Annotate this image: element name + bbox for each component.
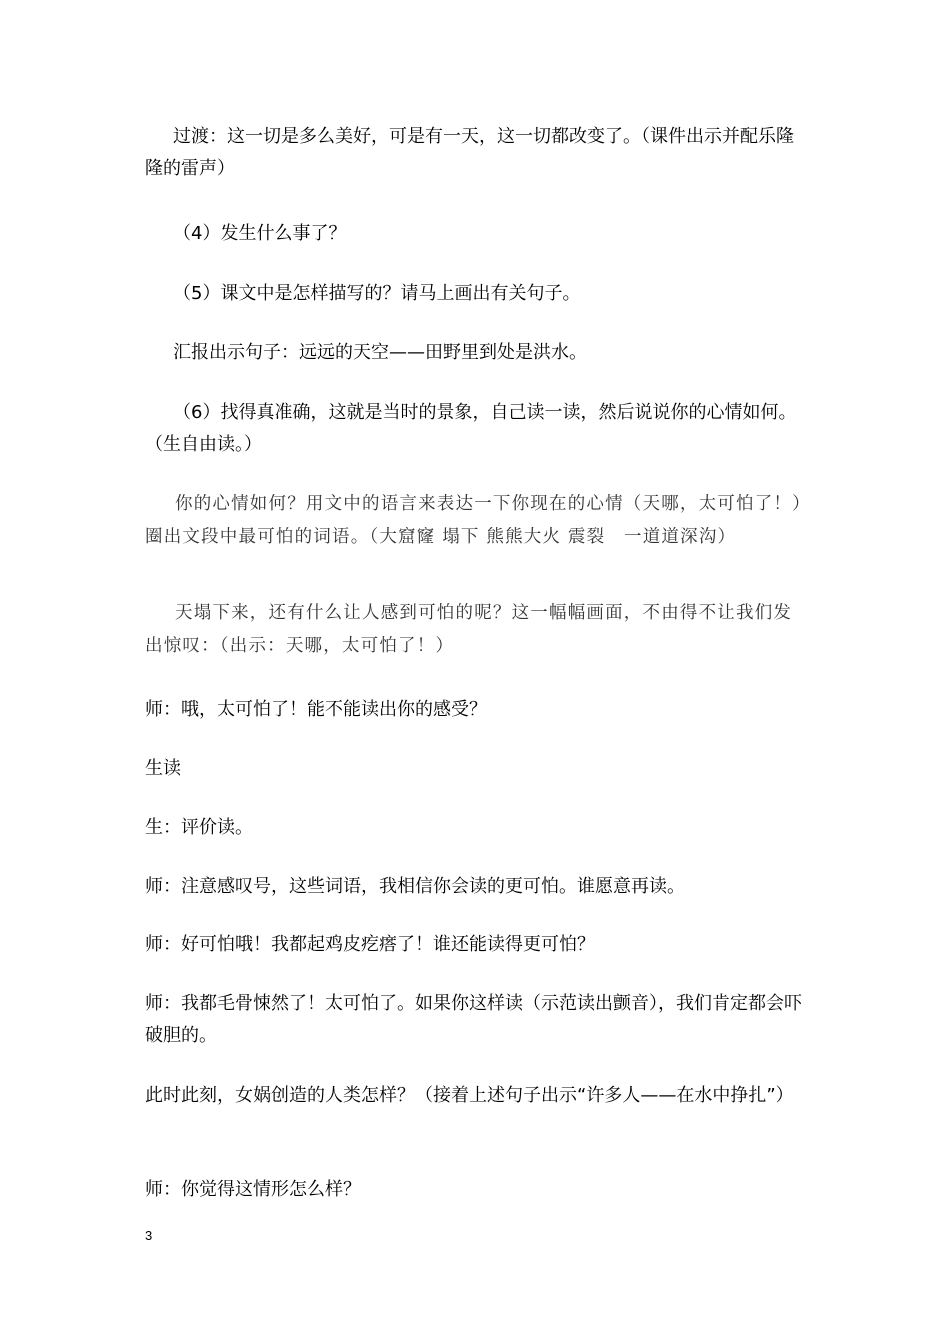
paragraph-teacher-3: 师：好可怕哦！我都起鸡皮疙瘩了！谁还能读得更可怕？ — [145, 934, 595, 955]
paragraph-question-4: （4）发生什么事了？ — [173, 223, 347, 244]
paragraph-question-6: （6）找得真准确，这就是当时的景象，自己读一读，然后说说你的心情如何。（生自由读。） — [145, 402, 797, 455]
paragraph-sky-falls: 天塌下来，还有什么让人感到可怕的呢？这一幅幅画面，不由得不让我们发出惊叹：（出示：天哪，太可怕了！） — [145, 603, 793, 656]
paragraph-humans: 此时此刻，女娲创造的人类怎样？（接着上述句子出示“许多人——在水中挣扎”） — [145, 1085, 794, 1106]
paragraph-teacher-1: 师：哦，太可怕了！能不能读出你的感受？ — [145, 699, 487, 720]
paragraph-feeling: 你的心情如何？用文中的语言来表达一下你现在的心情（天哪，太可怕了！）圈出文段中最可怕的词语。（大窟窿 塌下 熊熊大火 震裂 一道道深沟） — [145, 494, 803, 547]
paragraph-teacher-2: 师：注意感叹号，这些词语，我相信你会读的更可怕。谁愿意再读。 — [145, 876, 685, 897]
page-number: 3 — [145, 1228, 153, 1243]
paragraph-transition: 过渡：这一切是多么美好，可是有一天，这一切都改变了。（课件出示并配乐隆隆的雷声） — [145, 126, 794, 179]
paragraph-report: 汇报出示句子：远远的天空——田野里到处是洪水。 — [173, 342, 587, 363]
paragraph-question-5: （5）课文中是怎样描写的？请马上画出有关句子。 — [173, 283, 581, 304]
paragraph-student-read: 生读 — [145, 758, 181, 779]
paragraph-student-evaluate: 生：评价读。 — [145, 817, 253, 838]
paragraph-teacher-4: 师：我都毛骨悚然了！太可怕了。如果你这样读（示范读出颤音），我们肯定都会吓破胆的。 — [145, 993, 802, 1046]
paragraph-teacher-5: 师：你觉得这情形怎么样？ — [145, 1179, 361, 1200]
